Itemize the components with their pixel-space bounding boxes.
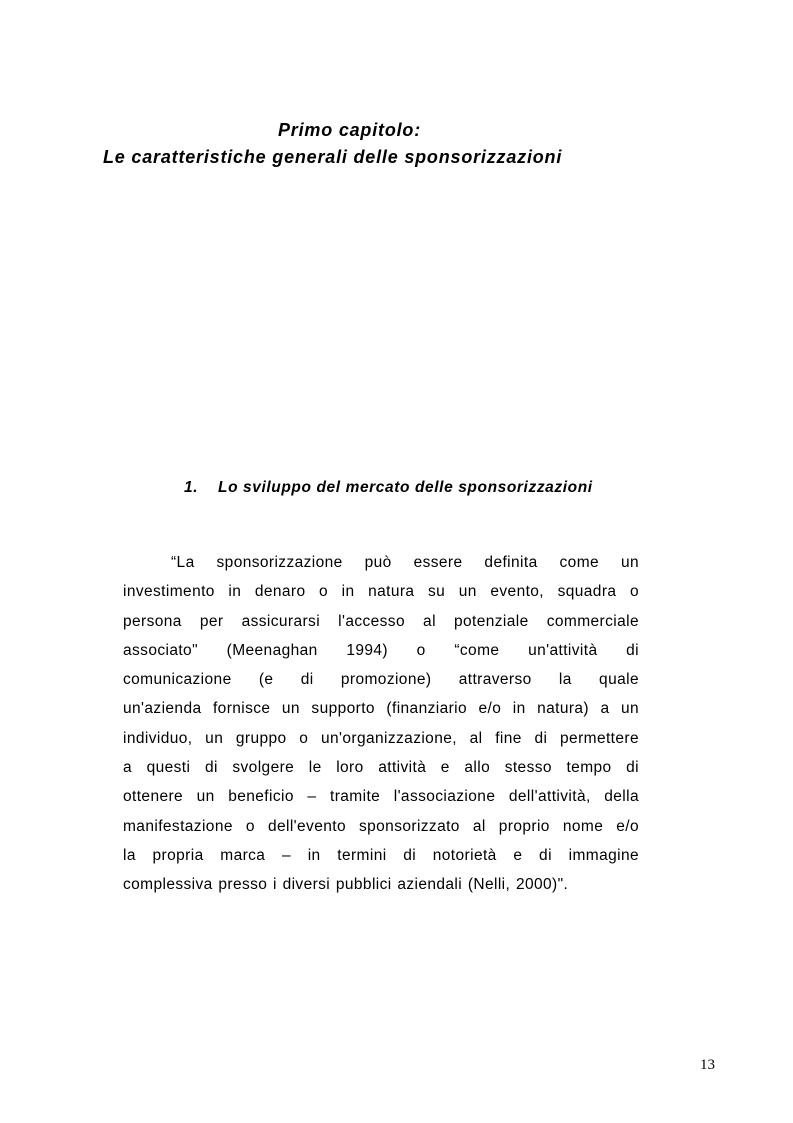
chapter-title-line-2: Le caratteristiche generali delle sponsorizzazioni bbox=[103, 147, 563, 167]
section-number: 1. bbox=[184, 479, 199, 496]
section-heading bbox=[184, 479, 593, 497]
paragraph-line: “La sponsorizzazione può essere definita come un bbox=[171, 554, 639, 571]
paragraph-line: persona per assicurarsi l'accesso al potenziale commerciale bbox=[123, 612, 639, 630]
section-title: Lo sviluppo del mercato delle sponsorizzazioni bbox=[218, 479, 593, 496]
paragraph-line: la propria marca – in termini di notorietà e di immagine bbox=[123, 846, 639, 864]
chapter-title-line-1: Primo capitolo: bbox=[278, 120, 422, 140]
paragraph-line: ottenere un beneficio – tramite l'associazione dell'attività, della bbox=[123, 788, 639, 806]
paragraph-line: investimento in denaro o in natura su un evento, squadra o bbox=[123, 583, 639, 601]
paragraph-line: manifestazione o dell'evento sponsorizzato al proprio nome e/o bbox=[123, 817, 639, 835]
paragraph-line: complessiva presso i diversi pubblici aziendali (Nelli, 2000)". bbox=[123, 876, 569, 894]
paragraph-line: a questi di svolgere le loro attività e allo stesso tempo di bbox=[123, 759, 639, 777]
paragraph-line: un'azienda fornisce un supporto (finanziario e/o in natura) a un bbox=[123, 700, 639, 718]
paragraph-line: associato" (Meenaghan 1994) o “come un'attività di bbox=[123, 641, 639, 659]
paragraph-line: individuo, un gruppo o un'organizzazione, al fine di permettere bbox=[123, 729, 639, 747]
paragraph-line: comunicazione (e di promozione) attraverso la quale bbox=[123, 671, 639, 689]
page-number: 13 bbox=[700, 1057, 715, 1073]
body-paragraph bbox=[123, 548, 639, 900]
